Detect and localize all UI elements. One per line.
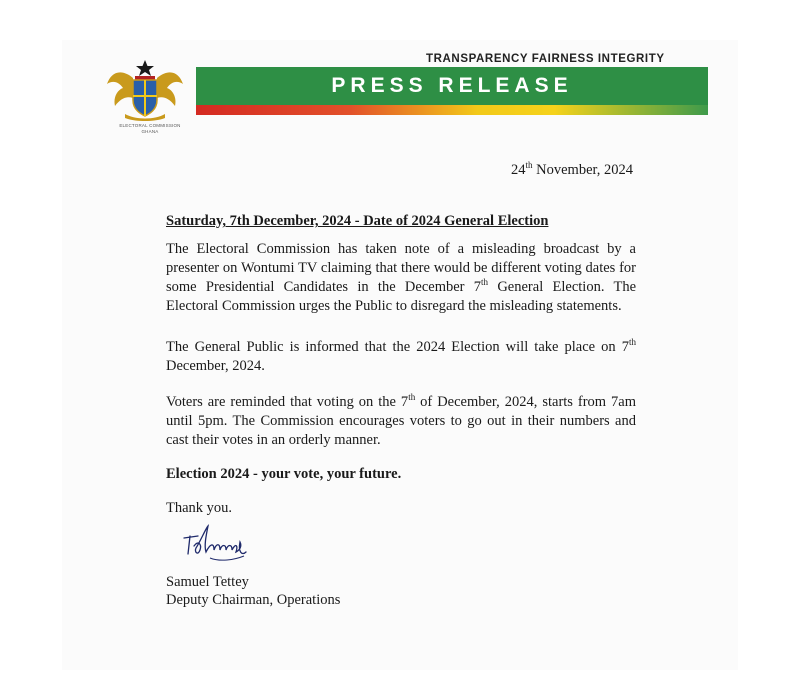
banner-title: PRESS RELEASE [331,74,573,97]
signatory-title: Deputy Chairman, Operations [166,592,341,608]
banner-color-stripes [196,105,708,115]
election-slogan: Election 2024 - your vote, your future. [166,466,402,482]
paragraph-1: The Electoral Commission has taken note of a misleading broadcast by a presenter on Wontumi TV claiming that there would be different voting dates for some Presidential Candidates in the December 7th General Election. The Electoral Commission urges the Public to disregard the misleading statements. [166,241,637,314]
release-heading: Saturday, 7th December, 2024 - Date of 2024 General Election [166,213,549,229]
press-release-banner [196,67,708,117]
release-date: 24th November, 2024 [511,160,634,178]
closing-text: Thank you. [166,500,233,516]
tagline: TRANSPARENCY FAIRNESS INTEGRITY [426,53,665,65]
handwritten-signature [180,522,252,566]
signatory-name: Samuel Tettey [166,574,249,590]
logo-caption: ELECTORAL COMMISSION GHANA [119,123,181,134]
paragraph-3: Voters are reminded that voting on the 7th of December, 2024, starts from 7am until 5pm. The Commission encourages voters to go out in their numbers and cast their votes in an orderly manner. [166,392,636,448]
paragraph-2: The General Public is informed that the 2024 Election will take place on 7th December, 2024. [166,337,636,374]
coat-of-arms-logo [103,58,187,122]
